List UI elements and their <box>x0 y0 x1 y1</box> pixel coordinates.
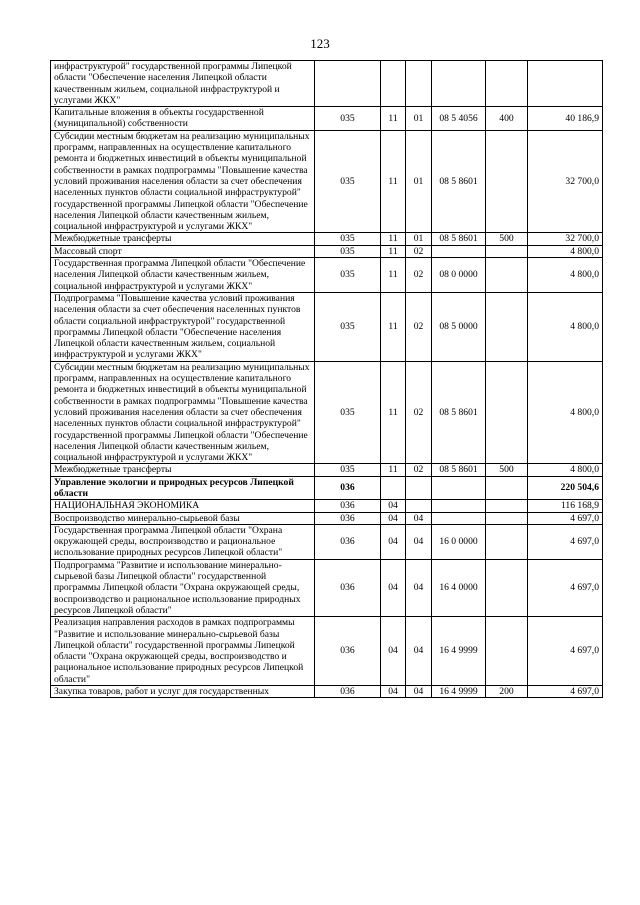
row-sum: 32 700,0 <box>528 130 603 233</box>
table-row <box>51 233 603 245</box>
row-rz: 11 <box>381 107 406 131</box>
row-sum: 4 697,0 <box>528 617 603 686</box>
row-vr <box>486 130 528 233</box>
row-pr: 04 <box>406 512 432 524</box>
row-vr <box>486 559 528 616</box>
row-csr <box>432 245 486 257</box>
row-vr <box>486 245 528 257</box>
row-gr: 036 <box>315 500 381 512</box>
row-vr <box>486 524 528 559</box>
row-csr: 08 5 0000 <box>432 292 486 361</box>
row-name: Межбюджетные трансферты <box>51 464 315 476</box>
row-sum: 4 697,0 <box>528 524 603 559</box>
table-row <box>51 500 603 512</box>
row-rz: 04 <box>381 512 406 524</box>
row-gr: 035 <box>315 130 381 233</box>
row-csr: 16 4 9999 <box>432 617 486 686</box>
table-row <box>51 258 603 293</box>
row-rz: 04 <box>381 559 406 616</box>
row-pr: 01 <box>406 107 432 131</box>
row-sum: 220 504,6 <box>528 476 603 500</box>
row-pr: 02 <box>406 258 432 293</box>
row-sum: 4 697,0 <box>528 686 603 698</box>
row-gr <box>315 61 381 107</box>
row-csr <box>432 500 486 512</box>
row-vr <box>486 500 528 512</box>
row-pr: 04 <box>406 524 432 559</box>
row-rz: 11 <box>381 292 406 361</box>
row-vr: 500 <box>486 233 528 245</box>
row-rz: 11 <box>381 258 406 293</box>
row-vr <box>486 361 528 464</box>
row-vr <box>486 258 528 293</box>
row-rz: 11 <box>381 464 406 476</box>
table-row <box>51 61 603 107</box>
row-sum: 4 800,0 <box>528 464 603 476</box>
row-gr: 035 <box>315 464 381 476</box>
row-sum: 4 697,0 <box>528 559 603 616</box>
row-pr: 01 <box>406 130 432 233</box>
row-vr: 400 <box>486 107 528 131</box>
row-sum: 40 186,9 <box>528 107 603 131</box>
table-row <box>51 292 603 361</box>
row-pr <box>406 61 432 107</box>
table-row <box>51 559 603 616</box>
row-pr: 04 <box>406 617 432 686</box>
row-csr: 08 5 4056 <box>432 107 486 131</box>
row-pr: 02 <box>406 361 432 464</box>
row-csr <box>432 512 486 524</box>
row-csr: 16 0 0000 <box>432 524 486 559</box>
row-csr: 08 5 8601 <box>432 464 486 476</box>
row-rz: 04 <box>381 524 406 559</box>
table-row <box>51 476 603 500</box>
row-pr: 02 <box>406 245 432 257</box>
budget-table <box>50 60 603 698</box>
row-name: Субсидии местным бюджетам на реализацию муниципальных программ, направленных на осуществление капитального ремонта и бюджетных инвестиций в объекты муниципальной собственности в рамках подпрограммы "Повышение качества условий проживания населения области за счет обеспечения населенных пунктов области социальной инфраструктурой" государственной программы Липецкой области "Обеспечение населения Липецкой области качественным жильем, социальной инфраструктурой и услугами ЖКХ" <box>51 130 315 233</box>
table-row <box>51 524 603 559</box>
row-rz: 11 <box>381 130 406 233</box>
page-number: 123 <box>310 36 330 51</box>
row-gr: 035 <box>315 292 381 361</box>
row-vr <box>486 512 528 524</box>
row-rz: 11 <box>381 245 406 257</box>
row-name: Государственная программа Липецкой области "Охрана окружающей среды, воспроизводство и рациональное использование природных ресурсов Липецкой области" <box>51 524 315 559</box>
row-rz: 04 <box>381 686 406 698</box>
row-pr: 02 <box>406 464 432 476</box>
row-csr: 16 4 0000 <box>432 559 486 616</box>
row-pr: 02 <box>406 292 432 361</box>
row-gr: 036 <box>315 686 381 698</box>
row-pr <box>406 500 432 512</box>
row-vr <box>486 617 528 686</box>
table-row <box>51 512 603 524</box>
row-gr: 035 <box>315 245 381 257</box>
row-name: Управление экологии и природных ресурсов Липецкой области <box>51 476 315 500</box>
row-sum: 4 800,0 <box>528 292 603 361</box>
row-csr <box>432 476 486 500</box>
table-row <box>51 464 603 476</box>
table-row <box>51 107 603 131</box>
table-row <box>51 686 603 698</box>
row-name: Межбюджетные трансферты <box>51 233 315 245</box>
row-rz: 11 <box>381 361 406 464</box>
row-name: Закупка товаров, работ и услуг для государственных <box>51 686 315 698</box>
row-rz <box>381 61 406 107</box>
row-csr: 08 5 8601 <box>432 361 486 464</box>
row-name: Массовый спорт <box>51 245 315 257</box>
row-name: Реализация направления расходов в рамках подпрограммы "Развитие и использование минерально-сырьевой базы Липецкой области" государственной программы Липецкой области "Охрана окружающей среды, воспроизводство и рациональное использование природных ресурсов Липецкой области" <box>51 617 315 686</box>
table-row <box>51 617 603 686</box>
row-gr: 035 <box>315 361 381 464</box>
row-name: Субсидии местным бюджетам на реализацию муниципальных программ, направленных на осуществление капитального ремонта и бюджетных инвестиций в объекты муниципальной собственности в рамках подпрограммы "Повышение качества условий проживания населения области за счет обеспечения населенных пунктов области социальной инфраструктурой" государственной программы Липецкой области "Обеспечение населения Липецкой области качественным жильем, социальной инфраструктурой и услугами ЖКХ" <box>51 361 315 464</box>
table-row <box>51 130 603 233</box>
row-name: Подпрограмма "Развитие и использование минерально-сырьевой базы Липецкой области" государственной программы Липецкой области "Охрана окружающей среды, воспроизводство и рациональное использование природных ресурсов Липецкой области" <box>51 559 315 616</box>
row-csr <box>432 61 486 107</box>
row-sum: 32 700,0 <box>528 233 603 245</box>
row-name: инфраструктурой" государственной программы Липецкой области "Обеспечение населения Липецкой области качественным жильем, социальной инфраструктурой и услугами ЖКХ" <box>51 61 315 107</box>
row-csr: 08 0 0000 <box>432 258 486 293</box>
row-pr: 04 <box>406 686 432 698</box>
row-vr: 500 <box>486 464 528 476</box>
row-sum: 4 800,0 <box>528 258 603 293</box>
row-sum: 4 800,0 <box>528 245 603 257</box>
row-vr <box>486 61 528 107</box>
row-pr: 04 <box>406 559 432 616</box>
row-vr: 200 <box>486 686 528 698</box>
row-sum <box>528 61 603 107</box>
row-name: Капитальные вложения в объекты государственной (муниципальной) собственности <box>51 107 315 131</box>
row-gr: 036 <box>315 617 381 686</box>
row-gr: 035 <box>315 233 381 245</box>
row-gr: 035 <box>315 258 381 293</box>
row-gr: 036 <box>315 476 381 500</box>
row-vr <box>486 476 528 500</box>
row-pr: 01 <box>406 233 432 245</box>
row-gr: 036 <box>315 524 381 559</box>
row-vr <box>486 292 528 361</box>
row-gr: 036 <box>315 559 381 616</box>
row-name: Государственная программа Липецкой области "Обеспечение населения Липецкой области качественным жильем, социальной инфраструктурой и услугами ЖКХ" <box>51 258 315 293</box>
row-gr: 036 <box>315 512 381 524</box>
table-row <box>51 245 603 257</box>
row-rz <box>381 476 406 500</box>
row-name: Подпрограмма "Повышение качества условий проживания населения области за счет обеспечения населенных пунктов области социальной инфраструктурой" государственной программы Липецкой области "Обеспечение населения Липецкой области качественным жильем, социальной инфраструктурой и услугами ЖКХ" <box>51 292 315 361</box>
row-gr: 035 <box>315 107 381 131</box>
row-sum: 116 168,9 <box>528 500 603 512</box>
table-row <box>51 361 603 464</box>
row-rz: 04 <box>381 617 406 686</box>
row-csr: 08 5 8601 <box>432 130 486 233</box>
row-csr: 16 4 9999 <box>432 686 486 698</box>
row-rz: 04 <box>381 500 406 512</box>
row-sum: 4 697,0 <box>528 512 603 524</box>
row-pr <box>406 476 432 500</box>
row-rz: 11 <box>381 233 406 245</box>
row-name: НАЦИОНАЛЬНАЯ ЭКОНОМИКА <box>51 500 315 512</box>
row-sum: 4 800,0 <box>528 361 603 464</box>
row-name: Воспроизводство минерально-сырьевой базы <box>51 512 315 524</box>
row-csr: 08 5 8601 <box>432 233 486 245</box>
